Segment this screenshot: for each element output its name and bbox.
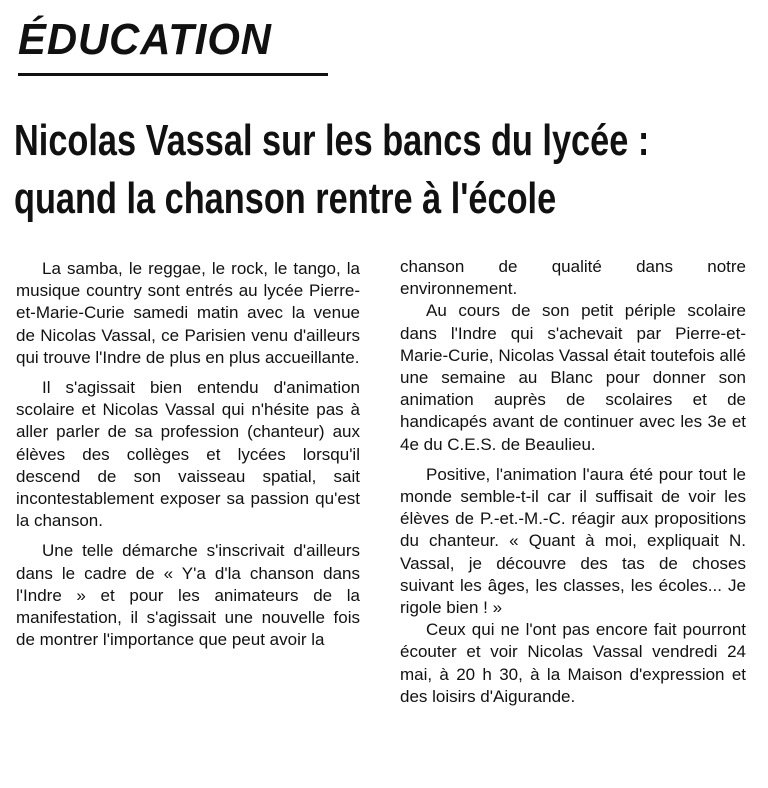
paragraph: La samba, le reggae, le rock, le tango, la musique country sont entrés au lycée Pierre-et-Marie-Curie samedi matin avec la venue de Nicolas Vassal, ce Parisien venu d'ailleurs qui trouve l'Indre de plus en plus accueillante. bbox=[16, 259, 360, 367]
article-column-right bbox=[400, 256, 746, 708]
paragraph: Une telle démarche s'inscrivait d'ailleurs dans le cadre de « Y'a d'la chanson dans l'Indre » et pour les animateurs de la manifestation, il s'agissait une nouvelle fois de montrer l'importance que peut avoir la bbox=[16, 541, 360, 650]
paragraph: Positive, l'animation l'aura été pour tout le monde semble-t-il car il suffisait de voir les élèves de P.-et.-M.-C. réagir aux propositions du chanteur. « Quant à moi, expliquait N. Vassal, je découvre des tas de choses suivant les âges, les classes, les écoles... Je rigole bien ! » bbox=[400, 464, 746, 618]
article-column-left bbox=[16, 258, 360, 651]
paragraph: Il s'agissait bien entendu d'animation scolaire et Nicolas Vassal qui n'hésite pas à aller parler de sa profession (chanteur) aux élèves des collèges et lycées lorsqu'il descend de son vaisseau spatial, sait incontestablement exposer sa passion qu'est la chanson. bbox=[16, 378, 360, 531]
section-label: ÉDUCATION bbox=[18, 15, 272, 64]
paragraph: Ceux qui ne l'ont pas encore fait pourront écouter et voir Nicolas Vassal vendredi 24 mai, à 20 h 30, à la Maison d'expression et des loisirs d'Aigurande. bbox=[400, 620, 746, 706]
section-divider bbox=[18, 73, 328, 76]
article-headline bbox=[14, 112, 754, 228]
paragraph: Au cours de son petit périple scolaire dans l'Indre qui s'achevait par Pierre-et-Marie-Curie, Nicolas Vassal était toutefois allé une semaine au Blanc pour donner son animation auprès de scolaires et de handicapés avant de continuer avec les 3e et 4e du C.E.S. de Beaulieu. bbox=[400, 301, 746, 454]
headline-line-1: Nicolas Vassal sur les bancs du lycée : bbox=[14, 116, 650, 165]
paragraph-continued: chanson de qualité dans notre environnement. bbox=[400, 257, 746, 299]
headline-line-2: quand la chanson rentre à l'école bbox=[14, 174, 557, 223]
